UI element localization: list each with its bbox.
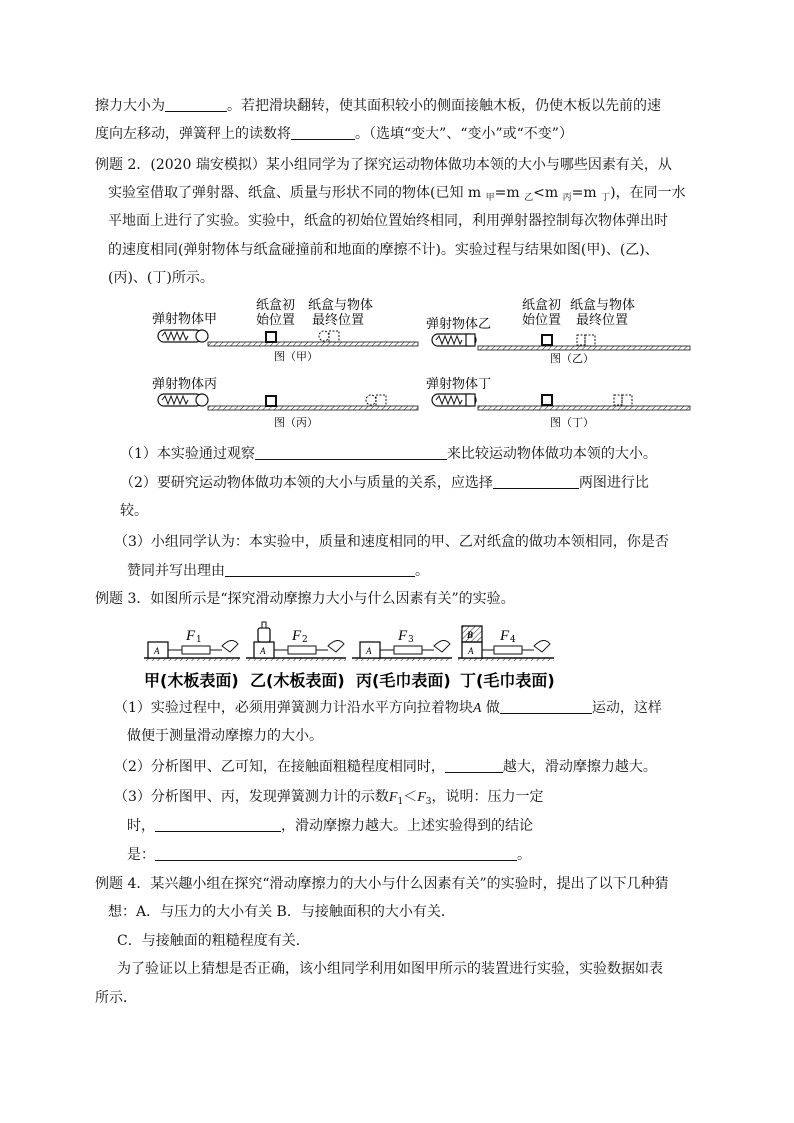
text-line: 平地面上进行了实验。实验中，纸盒的初始位置始终相同，利用弹射器控制每次物体弹出时 bbox=[108, 213, 668, 229]
box-final-icon bbox=[585, 335, 595, 346]
ball-icon bbox=[196, 394, 208, 406]
panel-c bbox=[152, 376, 418, 429]
force-subscript: 4 bbox=[510, 635, 516, 645]
text-line: 想：A．与压力的大小有关 B．与接触面积的大小有关． bbox=[108, 904, 455, 920]
text-line bbox=[127, 561, 429, 581]
block-label: A bbox=[260, 646, 266, 656]
block-label: A bbox=[468, 646, 474, 656]
variable: F bbox=[388, 790, 398, 805]
subscript: 3 bbox=[425, 797, 432, 807]
spring-scale-icon bbox=[288, 646, 316, 654]
subscript: 丙 bbox=[562, 193, 572, 203]
text-line: （3）小组同学认为：本实验中，质量和速度相同的甲、乙对纸盒的做功本领相同，你是否 bbox=[114, 534, 669, 550]
friction-figure bbox=[140, 616, 560, 692]
caption-b: 乙(木板表面) bbox=[250, 671, 345, 690]
text-fragment: 。 bbox=[415, 563, 429, 579]
setup-d bbox=[458, 626, 554, 661]
spring-scale-icon bbox=[394, 646, 422, 654]
weight-knob bbox=[262, 622, 266, 628]
launcher-figure-right bbox=[426, 296, 692, 436]
question-heading: 例题 4．某兴趣小组在探究“滑动摩擦力的大小与什么因素有关”的实验时，提出了以下几种猜 bbox=[95, 876, 669, 892]
force-label: F bbox=[292, 628, 302, 644]
answer-blank[interactable] bbox=[291, 124, 355, 140]
text-fragment: （1）本实验通过观察 bbox=[120, 446, 255, 462]
force-label: F bbox=[398, 628, 408, 644]
block-final-icon bbox=[614, 395, 622, 405]
weight-icon bbox=[258, 628, 270, 642]
spring-scale-icon bbox=[182, 646, 210, 654]
ground bbox=[478, 406, 690, 410]
caption-a: 甲(木板表面) bbox=[144, 671, 239, 690]
text-line: 所示． bbox=[95, 990, 137, 1006]
text-fragment: 来比较运动物体做功本领的大小。 bbox=[446, 446, 657, 462]
panel-a bbox=[152, 297, 418, 363]
text-fragment: 是： bbox=[127, 847, 155, 863]
text-line bbox=[95, 96, 661, 116]
ball-final-icon bbox=[366, 395, 376, 405]
label-box-initial-1: 纸盒初 bbox=[256, 298, 296, 313]
hand-icon bbox=[434, 640, 450, 652]
text-line bbox=[95, 124, 573, 144]
label-final-1: 纸盒与物体 bbox=[570, 298, 636, 313]
text-line bbox=[114, 787, 544, 812]
force-subscript: 1 bbox=[196, 635, 202, 645]
text-fragment: ＜ bbox=[403, 789, 418, 805]
block-icon bbox=[466, 334, 475, 346]
box-final-icon bbox=[376, 395, 386, 406]
label-final-2: 最终位置 bbox=[312, 313, 365, 328]
text-fragment: 赞同并写出理由 bbox=[127, 563, 225, 579]
caption-c: 图（丙） bbox=[274, 416, 318, 429]
answer-blank[interactable] bbox=[155, 816, 281, 832]
text-fragment: （2）要研究运动物体做功本领的大小与质量的关系，应选择 bbox=[120, 475, 493, 491]
text-fragment: （2）分析图甲、乙可知，在接触面粗糙程度相同时， bbox=[114, 759, 445, 775]
label-launch-object: 弹射物体丁 bbox=[426, 377, 492, 392]
panel-b bbox=[426, 297, 690, 365]
label-final-2: 最终位置 bbox=[576, 313, 629, 328]
block-icon bbox=[466, 394, 475, 406]
block-label: A bbox=[154, 646, 160, 656]
text-fragment: ，滑动摩擦力越大。上述实验得到的结论 bbox=[281, 818, 533, 834]
text-fragment: <m bbox=[533, 185, 563, 201]
setup-a bbox=[144, 628, 240, 661]
text-fragment: )，在同一水 bbox=[610, 185, 686, 201]
text-line: 的速度相同(弹射物体与纸盒碰撞前和地面的摩擦不计)。实验过程与结果如图(甲)、(乙)、 bbox=[108, 242, 659, 258]
text-fragment: =m bbox=[571, 185, 602, 201]
launcher-figure bbox=[150, 296, 420, 436]
panel-d bbox=[426, 376, 690, 429]
subscript: 1 bbox=[397, 797, 404, 807]
question-heading: 例题 2．(2020 瑞安模拟）某小组同学为了探究运动物体做功本领的大小与哪些因素有关，从 bbox=[95, 157, 672, 173]
text-line bbox=[127, 816, 533, 836]
variable: A bbox=[472, 701, 482, 716]
label-launch-object: 弹射物体丙 bbox=[152, 377, 218, 392]
text-fragment: 擦力大小为 bbox=[95, 98, 165, 114]
answer-blank[interactable] bbox=[500, 698, 592, 714]
text-fragment: ，说明：压力一定 bbox=[431, 789, 544, 805]
force-label: F bbox=[186, 628, 196, 644]
text-line bbox=[120, 473, 649, 493]
force-subscript: 2 bbox=[302, 635, 308, 645]
ground bbox=[478, 346, 690, 350]
label-launch-object: 弹射物体乙 bbox=[426, 317, 492, 332]
ground bbox=[208, 342, 418, 346]
text-line: 较。 bbox=[120, 503, 148, 519]
box-final-icon bbox=[622, 395, 632, 406]
label-box-initial-2: 始位置 bbox=[256, 313, 296, 328]
box-icon bbox=[266, 332, 276, 342]
question-heading: 例题 3．如图所示是“探究滑动摩擦力大小与什么因素有关”的实验。 bbox=[95, 591, 515, 607]
text-fragment: 做 bbox=[481, 700, 500, 716]
ball-icon bbox=[196, 330, 208, 342]
spring-scale-icon bbox=[494, 646, 522, 654]
text-fragment: 。（选填“变大”、“变小”或“不变”） bbox=[355, 126, 573, 142]
box-icon bbox=[542, 335, 552, 345]
text-fragment: （1）实验过程中，必须用弹簧测力计沿水平方向拉着物块 bbox=[114, 700, 473, 716]
answer-blank[interactable] bbox=[445, 757, 503, 773]
text-line: 为了验证以上猜想是否正确，该小组同学利用如图甲所示的装置进行实验，实验数据如表 bbox=[117, 961, 663, 977]
hand-icon bbox=[534, 640, 550, 652]
text-fragment: 。 bbox=[517, 847, 531, 863]
variable: F bbox=[417, 790, 426, 805]
caption-b: 图（乙） bbox=[550, 352, 594, 365]
caption-a: 图（甲） bbox=[274, 350, 318, 363]
subscript: 甲 bbox=[485, 193, 495, 203]
block-label: B bbox=[467, 630, 474, 640]
text-fragment: （3）分析图甲、丙，发现弹簧测力计的示数 bbox=[114, 789, 389, 805]
block-label: A bbox=[366, 646, 372, 656]
text-fragment: 实验室借取了弹射器、纸盒、质量与形状不同的物体(已知 m bbox=[108, 185, 486, 201]
answer-blank[interactable] bbox=[493, 473, 579, 489]
text-fragment: =m bbox=[494, 185, 525, 201]
text-line: 做便于测量滑动摩擦力的大小。 bbox=[127, 728, 323, 744]
answer-blank[interactable] bbox=[225, 561, 415, 577]
force-label: F bbox=[500, 628, 510, 644]
force-subscript: 3 bbox=[408, 635, 414, 645]
box-icon bbox=[266, 396, 276, 406]
label-box-initial-1: 纸盒初 bbox=[522, 298, 562, 313]
block-final-icon bbox=[577, 335, 585, 345]
label-launch-object: 弹射物体甲 bbox=[152, 312, 218, 327]
caption-c: 丙(毛巾表面) bbox=[356, 671, 451, 690]
text-fragment: 越大，滑动摩擦力越大。 bbox=[502, 759, 657, 775]
ground bbox=[208, 406, 418, 410]
box-icon bbox=[542, 395, 552, 405]
text-line bbox=[114, 698, 662, 719]
answer-blank[interactable] bbox=[155, 845, 517, 861]
setup-b bbox=[246, 622, 346, 661]
label-final-1: 纸盒与物体 bbox=[308, 298, 374, 313]
text-fragment: 。若把滑块翻转，使其面积较小的侧面接触木板，仍使木板以先前的速 bbox=[227, 98, 661, 114]
subscript: 乙 bbox=[524, 193, 534, 203]
text-line bbox=[127, 845, 531, 865]
text-line: C．与接触面的粗糙程度有关． bbox=[117, 933, 310, 949]
text-fragment: 时， bbox=[127, 818, 155, 834]
text-line: (丙)、(丁)所示。 bbox=[108, 270, 214, 286]
text-fragment: 两图进行比 bbox=[578, 475, 649, 491]
hand-icon bbox=[328, 640, 344, 652]
label-box-initial-2: 始位置 bbox=[522, 313, 562, 328]
text-line bbox=[108, 183, 686, 208]
box-final-icon bbox=[329, 331, 339, 342]
answer-blank[interactable] bbox=[255, 444, 447, 460]
text-line bbox=[120, 444, 657, 464]
ball-final-icon bbox=[319, 331, 329, 341]
subscript: 丁 bbox=[601, 193, 611, 203]
text-line bbox=[114, 757, 657, 777]
answer-blank[interactable] bbox=[165, 96, 227, 112]
setup-c bbox=[352, 628, 452, 661]
hand-icon bbox=[222, 640, 238, 652]
caption-d: 丁(毛巾表面) bbox=[460, 671, 555, 690]
text-fragment: 度向左移动，弹簧秤上的读数将 bbox=[95, 126, 291, 142]
text-fragment: 运动，这样 bbox=[591, 700, 662, 716]
caption-d: 图（丁） bbox=[550, 416, 594, 429]
